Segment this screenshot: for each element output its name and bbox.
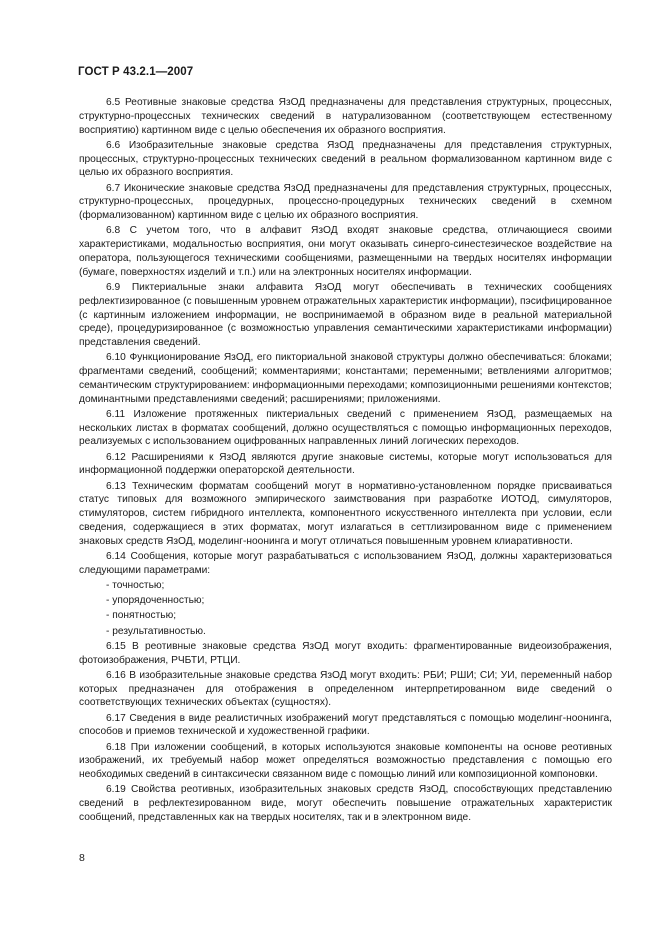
paragraph-6-12: 6.12 Расширениями к ЯзОД являются другие знаковые системы, которые могут использоваться для информационной поддержки операторской деятельности. [79,451,612,477]
list-item: - упорядоченностью; [106,595,205,607]
paragraph-6-6: 6.6 Изобразительные знаковые средства ЯзОД предназначены для представления структурных, процессных, структурно-процессных технических сведений в реальном формализованном картинном виде с целью их образного восприятия. [79,139,612,179]
paragraph-6-8: 6.8 С учетом того, что в алфавит ЯзОД входят знаковые средства, отличающиеся своими характеристиками, модальностью восприятия, они могут оказывать синерго-синестезическое воздействие на оператора, пользующегося техническими сообщениями, размещенными на твердых носителях информации (бумаге, поверхностях изделий и т.п.) или на электронных носителях информации. [79,225,612,278]
paragraph-6-16: 6.16 В изобразительные знаковые средства ЯзОД могут входить: РБИ; РШИ; СИ; УИ, переменный набор которых предназначен для отображения в определенном интерпретированном виде сведений о соответствующих технических объектах (сущностях). [79,669,612,709]
document-body [79,96,612,826]
page-number: 8 [79,852,85,864]
paragraph-6-11: 6.11 Изложение протяженных пиктериальных сведений с применением ЯзОД, размещаемых на нескольких листах в форматах сообщений, должно осуществляться с помощью информационных переходов, реализуемых с использованием оцифрованных направленных линий логических переходов. [79,408,612,448]
list-item: - точностью; [106,580,165,591]
paragraph-6-5: 6.5 Реотивные знаковые средства ЯзОД предназначены для представления структурных, процессных, структурно-процессных технических сведений в натурализованном (соответствующем естественному восприятию) картинном виде с целью обеспечения их образного восприятия. [79,97,612,136]
standard-header: ГОСТ Р 43.2.1—2007 [78,66,194,78]
paragraph-6-14: 6.14 Сообщения, которые могут разрабатываться с использованием ЯзОД, должны характеризоваться следующими параметрами: [79,551,612,576]
paragraph-6-9: 6.9 Пиктериальные знаки алфавита ЯзОД могут обеспечивать в технических сообщениях рефлектизированное (с повышенным уровнем отражательных характеристик информации), пэсифицированное (с картинным изложением информации, не воспринимаемой в образном виде в реальной материальной среде), процедуризированное (с возможностью управления семантическими характеристиками информации) представления сведений. [79,281,612,349]
paragraph-6-10: 6.10 Функционирование ЯзОД, его пикториальной знаковой структуры должно обеспечиваться: блоками; фрагментами сведений, сообщений; комментариями; константами; переменными; ветвлениями алгоритмов; семантическим структурированием: информационными переходами; композиционными решениями контекстов; доминантными представлениями сведений; расширениями; приложениями. [79,352,612,405]
list-item: - результативностью. [106,625,206,637]
paragraph-6-13: 6.13 Техническим форматам сообщений могут в нормативно-установленном порядке присваиваться статус типовых для возможного эмпирического заимствования при разработке ИОТОД, симуляторов, стимуляторов, систем гибридного интеллекта, компонентного искусственного интеллекта при условии, если сведения, содержащиеся в этих форматах, могут излагаться в сеттлизированном виде с применением знаковых средств ЯзОД, моделинг-ноонинга и могут отличаться повышенным уровнем клиаративности. [79,480,612,547]
list-item: - понятностью; [106,610,177,622]
paragraph-6-15: 6.15 В реотивные знаковые средства ЯзОД могут входить: фрагментированные видеоизображения, фотоизображения, РЧБТИ, РТЦИ. [79,640,612,666]
paragraph-6-17: 6.17 Сведения в виде реалистичных изображений могут представляться с помощью моделинг-ноонинга, способов и приемов технической и художественной графики. [79,712,612,738]
paragraph-6-7: 6.7 Иконические знаковые средства ЯзОД предназначены для представления структурных, процессных, структурно-процессных, процедурных, процессно-процедурных технических сведений в схемном (формализованном) картинном виде с целью их образного восприятия. [79,182,612,222]
paragraph-6-19: 6.19 Свойства реотивных, изобразительных знаковых средств ЯзОД, способствующих представлению сведений в рефлектезированном виде, могут обеспечить повышение отражательных характеристик сообщений, представленных как на твердых носителях, так и в электронном виде. [79,784,612,823]
paragraph-6-18: 6.18 При изложении сообщений, в которых используются знаковые компоненты на основе реотивных изображений, их требуемый набор может определяться возможностью представления с помощью его необходимых сведений в синтаксически связанном виде с помощью линий или композиционной компоновки. [79,741,612,781]
